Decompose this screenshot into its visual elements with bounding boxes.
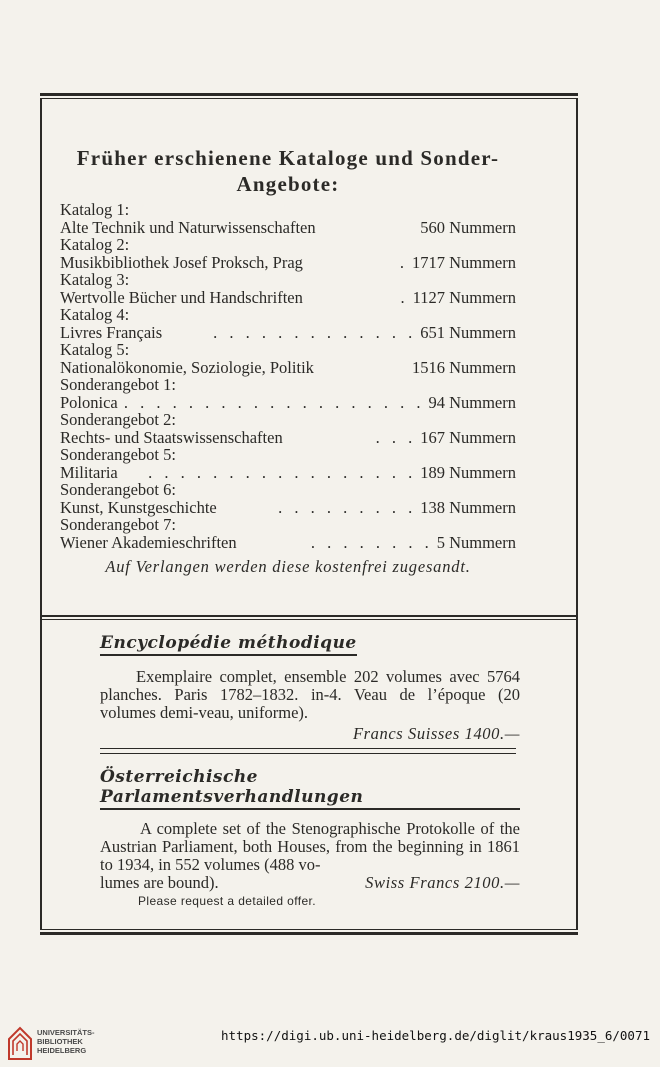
catalog-entry-row <box>60 534 516 552</box>
catalog-entry-leader: . . . <box>375 428 417 446</box>
catalog-entry-description: Nationalökonomie, Soziologie, Politik <box>60 357 314 377</box>
catalog-entry-description: Musikbibliothek Josef Proksch, Prag <box>60 252 303 272</box>
catalog-entry-count: 189 Nummern <box>420 462 516 482</box>
catalog-entry-label: Sonderangebot 7: <box>60 515 176 534</box>
catalog-entry-count: 560 Nummern <box>420 217 516 237</box>
catalog-entry-label: Katalog 3: <box>60 270 130 289</box>
catalogs-section <box>60 145 516 577</box>
catalogs-title <box>60 145 516 197</box>
catalog-entry <box>60 306 516 341</box>
catalog-entry-label: Katalog 5: <box>60 340 130 359</box>
catalog-entry <box>60 411 516 446</box>
catalog-entry-count: 138 Nummern <box>420 497 516 517</box>
parlament-price: Swiss Francs 2100.— <box>365 873 520 892</box>
catalog-entry <box>60 201 516 236</box>
catalog-entry-row <box>60 324 516 342</box>
parlament-offer: Please request a detailed offer. <box>138 894 317 908</box>
catalog-entry-leader: . <box>399 253 408 271</box>
catalog-entry-count: 651 Nummern <box>420 322 516 342</box>
catalog-entry-label: Sonderangebot 6: <box>60 480 176 499</box>
section-divider <box>100 748 516 754</box>
catalog-entry-row <box>60 359 516 377</box>
catalog-entry-row <box>60 219 516 237</box>
catalog-entry-leader: . . . . . . . . . . . . . . . . . <box>148 463 417 481</box>
encyclopedie-section <box>100 633 520 744</box>
catalog-entry-count: 94 Nummern <box>428 392 516 412</box>
catalog-entry-label: Katalog 2: <box>60 235 130 254</box>
catalog-entry <box>60 376 516 411</box>
middle-rule <box>40 615 578 620</box>
catalog-entry-count: 1516 Nummern <box>411 357 516 377</box>
catalog-entry-description: Polonica <box>60 392 118 412</box>
catalog-entry-row <box>60 429 516 447</box>
catalog-entry-description: Rechts- und Staatswissenschaften <box>60 427 283 447</box>
catalog-entry-row <box>60 394 516 412</box>
catalog-entry-description: Wiener Akademieschriften <box>60 532 237 552</box>
left-rule <box>40 99 42 929</box>
catalog-entry-label: Sonderangebot 5: <box>60 445 176 464</box>
catalog-entry-row <box>60 464 516 482</box>
catalog-entry-row <box>60 289 516 307</box>
parlament-description: A complete set of the Stenographische Protokolle of the Austrian Parliament, both Houses, from the beginning in 1861 to 1934, in 552 volumes (488 vo- <box>100 819 520 874</box>
library-name-line3: HEIDELBERG <box>37 1046 87 1055</box>
catalog-entry-label: Katalog 4: <box>60 305 130 324</box>
catalog-entry-label: Sonderangebot 1: <box>60 375 176 394</box>
catalog-entry-leader: . . . . . . . . <box>310 533 433 551</box>
parlament-last-text: lumes are bound). <box>100 873 219 892</box>
catalog-entry-count: 5 Nummern <box>436 532 516 552</box>
catalogs-title-line1: Früher erschienene Kataloge und Sonder- <box>76 146 500 170</box>
catalog-entry-count: 167 Nummern <box>420 427 516 447</box>
catalog-entry-count: 1717 Nummern <box>411 252 516 272</box>
catalog-entry-row <box>60 254 516 272</box>
catalog-entry-leader: . . . . . . . . . <box>278 498 417 516</box>
catalog-entry-leader: . . . . . . . . . . . . . <box>213 323 417 341</box>
catalog-entry-description: Livres Français <box>60 322 163 342</box>
catalog-entry-description: Alte Technik und Naturwissenschaften <box>60 217 316 237</box>
library-name <box>37 1028 95 1055</box>
catalog-entry-row <box>60 499 516 517</box>
catalog-entry-description: Militaria <box>60 462 118 482</box>
catalog-entry <box>60 481 516 516</box>
catalog-entry-description: Wertvolle Bücher und Handschriften <box>60 287 303 307</box>
library-name-line2: BIBLIOTHEK <box>37 1037 83 1046</box>
catalog-entry <box>60 236 516 271</box>
encyclopedie-price: Francs Suisses 1400.— <box>352 724 520 743</box>
encyclopedie-heading: Encyclopédie méthodique <box>100 633 357 656</box>
catalog-entry <box>60 446 516 481</box>
top-double-rule <box>40 93 578 99</box>
catalog-entry-label: Sonderangebot 2: <box>60 410 176 429</box>
catalog-entry-count: 1127 Nummern <box>412 287 516 307</box>
source-url-link[interactable]: https://digi.ub.uni-heidelberg.de/diglit/kraus1935_6/0071 <box>221 1028 650 1043</box>
catalog-entry-leader: . <box>400 288 409 306</box>
encyclopedie-description: Exemplaire complet, ensemble 202 volumes avec 5764 planches. Paris 1782–1832. in-4. Veau de l’époque (20 volumes demi-veau, uniforme). <box>100 667 520 722</box>
catalog-entry <box>60 516 516 551</box>
catalog-list <box>60 201 516 551</box>
parlament-section <box>100 767 520 908</box>
parlament-heading: Österreichische Parlamentsverhandlungen <box>100 767 520 810</box>
right-rule <box>576 99 578 929</box>
catalog-entry <box>60 271 516 306</box>
catalog-entry-description: Kunst, Kunstgeschichte <box>60 497 217 517</box>
library-seal-icon <box>7 1025 33 1061</box>
catalog-entry-label: Katalog 1: <box>60 200 130 219</box>
parlament-last-line <box>100 874 520 892</box>
catalogs-title-line2: Angebote: <box>236 172 340 196</box>
library-name-line1: UNIVERSITÄTS- <box>37 1028 95 1037</box>
footer-bar <box>0 1020 660 1067</box>
catalog-entry <box>60 341 516 376</box>
catalog-entry-leader: . . . . . . . . . . . . . . . . . . . <box>123 393 425 411</box>
bottom-double-rule <box>40 929 578 935</box>
catalogs-note: Auf Verlangen werden diese kostenfrei zugesandt. <box>105 557 471 576</box>
